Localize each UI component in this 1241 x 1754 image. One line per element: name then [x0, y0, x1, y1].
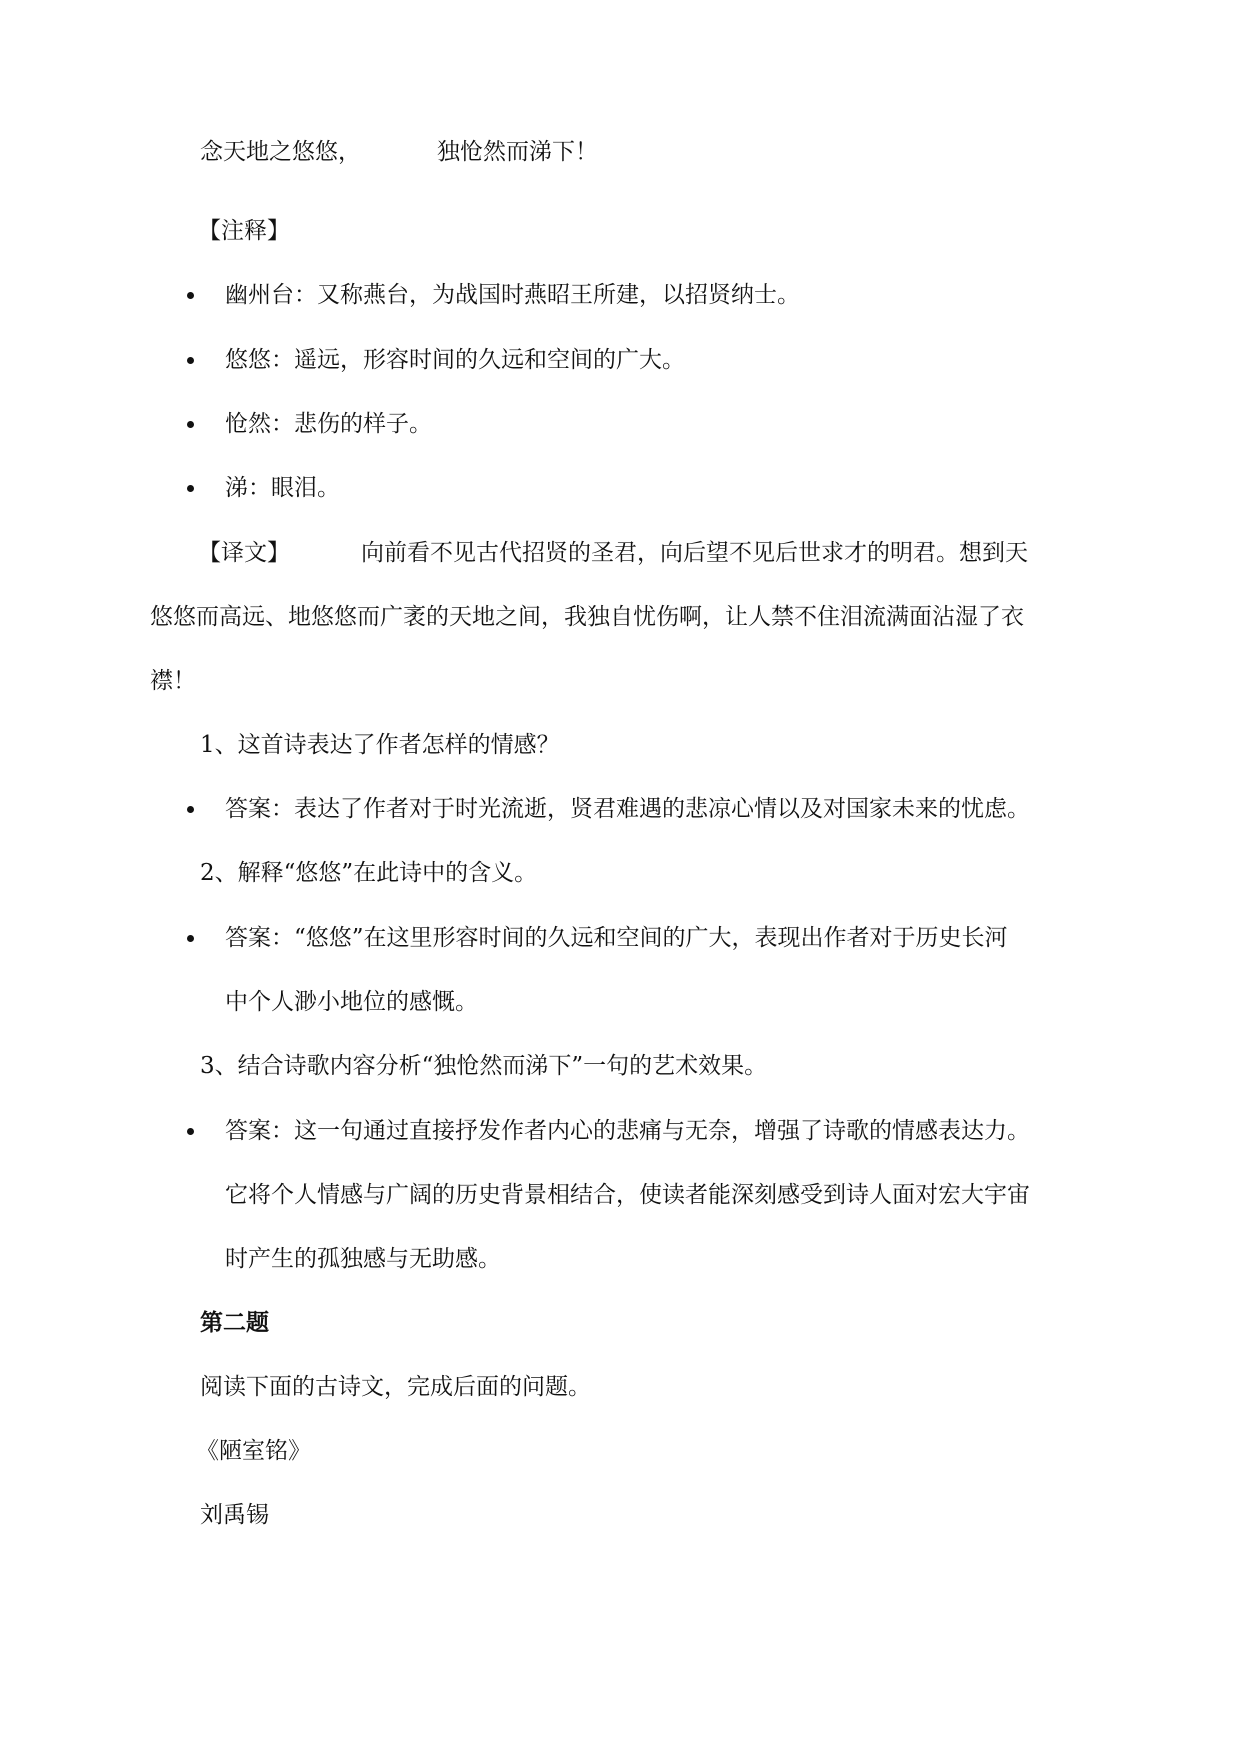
answer-3-line-2: 它将个人情感与广阔的历史背景相结合，使读者能深刻感受到诗人面对宏大宇宙 — [225, 1182, 1030, 1208]
note-item: 怆然：悲伤的样子。 — [225, 411, 432, 437]
question-3: 3、结合诗歌内容分析“独怆然而涕下”一句的艺术效果。 — [200, 1053, 768, 1079]
poem-line-b: 独怆然而涕下！ — [437, 139, 598, 165]
question-2: 2、解释“悠悠”在此诗中的含义。 — [200, 860, 538, 886]
answer-3-line-3: 时产生的孤独感与无助感。 — [225, 1246, 501, 1272]
note-item: 悠悠：遥远，形容时间的久远和空间的广大。 — [225, 347, 685, 373]
section-2-instruction: 阅读下面的古诗文，完成后面的问题。 — [200, 1374, 591, 1400]
answer-3-line-1: 答案：这一句通过直接抒发作者内心的悲痛与无奈，增强了诗歌的情感表达力。 — [225, 1118, 1030, 1144]
bullet-icon — [187, 1128, 194, 1135]
translation-line-3: 襟！ — [150, 668, 196, 694]
translation-line-2: 悠悠而高远、地悠悠而广袤的天地之间，我独自忧伤啊，让人禁不住泪流满面沾湿了衣 — [150, 604, 1024, 630]
translation-heading: 【译文】 — [198, 540, 290, 566]
bullet-icon — [187, 292, 194, 299]
note-item: 涕：眼泪。 — [225, 475, 340, 501]
section-2-heading: 第二题 — [200, 1309, 269, 1336]
bullet-icon — [187, 485, 194, 492]
bullet-icon — [187, 357, 194, 364]
translation-line-1: 向前看不见古代招贤的圣君，向后望不见后世求才的明君。想到天 — [361, 540, 1028, 566]
bullet-icon — [187, 806, 194, 813]
answer-2-line-1: 答案：“悠悠”在这里形容时间的久远和空间的广大，表现出作者对于历史长河 — [225, 925, 1008, 951]
poem-title: 《陋室铭》 — [196, 1438, 311, 1464]
poem-author: 刘禹锡 — [200, 1502, 269, 1528]
answer-2-line-2: 中个人渺小地位的感慨。 — [225, 989, 478, 1015]
question-1: 1、这首诗表达了作者怎样的情感？ — [200, 732, 560, 758]
notes-heading: 【注释】 — [198, 218, 290, 244]
note-item: 幽州台：又称燕台，为战国时燕昭王所建，以招贤纳士。 — [225, 282, 800, 308]
bullet-icon — [187, 935, 194, 942]
poem-line-a: 念天地之悠悠， — [200, 139, 361, 165]
answer-1-line-1: 答案：表达了作者对于时光流逝，贤君难遇的悲凉心情以及对国家未来的忧虑。 — [225, 796, 1030, 822]
bullet-icon — [187, 421, 194, 428]
